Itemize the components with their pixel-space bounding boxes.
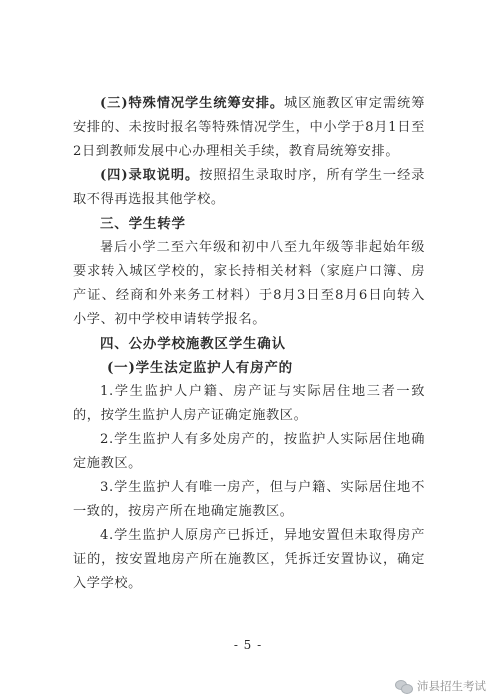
wechat-icon bbox=[395, 678, 413, 694]
list-item-3: 3.学生监护人有唯一房产，但与户籍、实际居住地不一致的，按房产所在地确定施教区。 bbox=[73, 480, 425, 519]
subsection-heading-property: (一)学生法定监护人有房产的 bbox=[107, 360, 293, 376]
paragraph-admission-note bbox=[73, 164, 425, 212]
section-heading-transfer: 三、学生转学 bbox=[100, 216, 186, 232]
page-number: - 5 - bbox=[233, 638, 263, 652]
paragraph-text: 城区施教区审定需统筹安排的、未按时报名等特殊情况学生，中小学于8月1日至2日到教师发展中心办理相关手续，教育局统筹安排。 bbox=[73, 96, 425, 159]
paragraph-transfer: 暑后小学二至六年级和初中八至九年级等非起始年级要求转入城区学校的，家长持相关材料（家庭户口簿、房产证、经商和外来务工材料）于8月3日至8月6日向转入小学、初中学校申请转学报名。 bbox=[73, 240, 425, 327]
list-item-1: 1.学生监护人户籍、房产证与实际居住地三者一致的，按学生监护人房产证确定施教区。 bbox=[73, 384, 425, 423]
section-heading-school-zone: 四、公办学校施教区学生确认 bbox=[100, 336, 286, 352]
list-item-2: 2.学生监护人有多处房产的，按监护人实际居住地确定施教区。 bbox=[73, 432, 425, 471]
section-label: (三)特殊情况学生统筹安排。 bbox=[100, 96, 284, 111]
list-item-4: 4.学生监护人原房产已拆迁，异地安置但未取得房产证的，按安置地房产所在施教区，凭拆迁安置协议，确定入学学校。 bbox=[73, 528, 425, 591]
paragraph-special-cases bbox=[73, 92, 425, 164]
paragraph-text: 按照招生录取时序，所有学生一经录取不得再选报其他学校。 bbox=[73, 168, 425, 207]
section-label: (四)录取说明。 bbox=[100, 168, 200, 183]
watermark-text: 沛县招生考试 bbox=[417, 679, 486, 693]
watermark bbox=[395, 678, 486, 694]
